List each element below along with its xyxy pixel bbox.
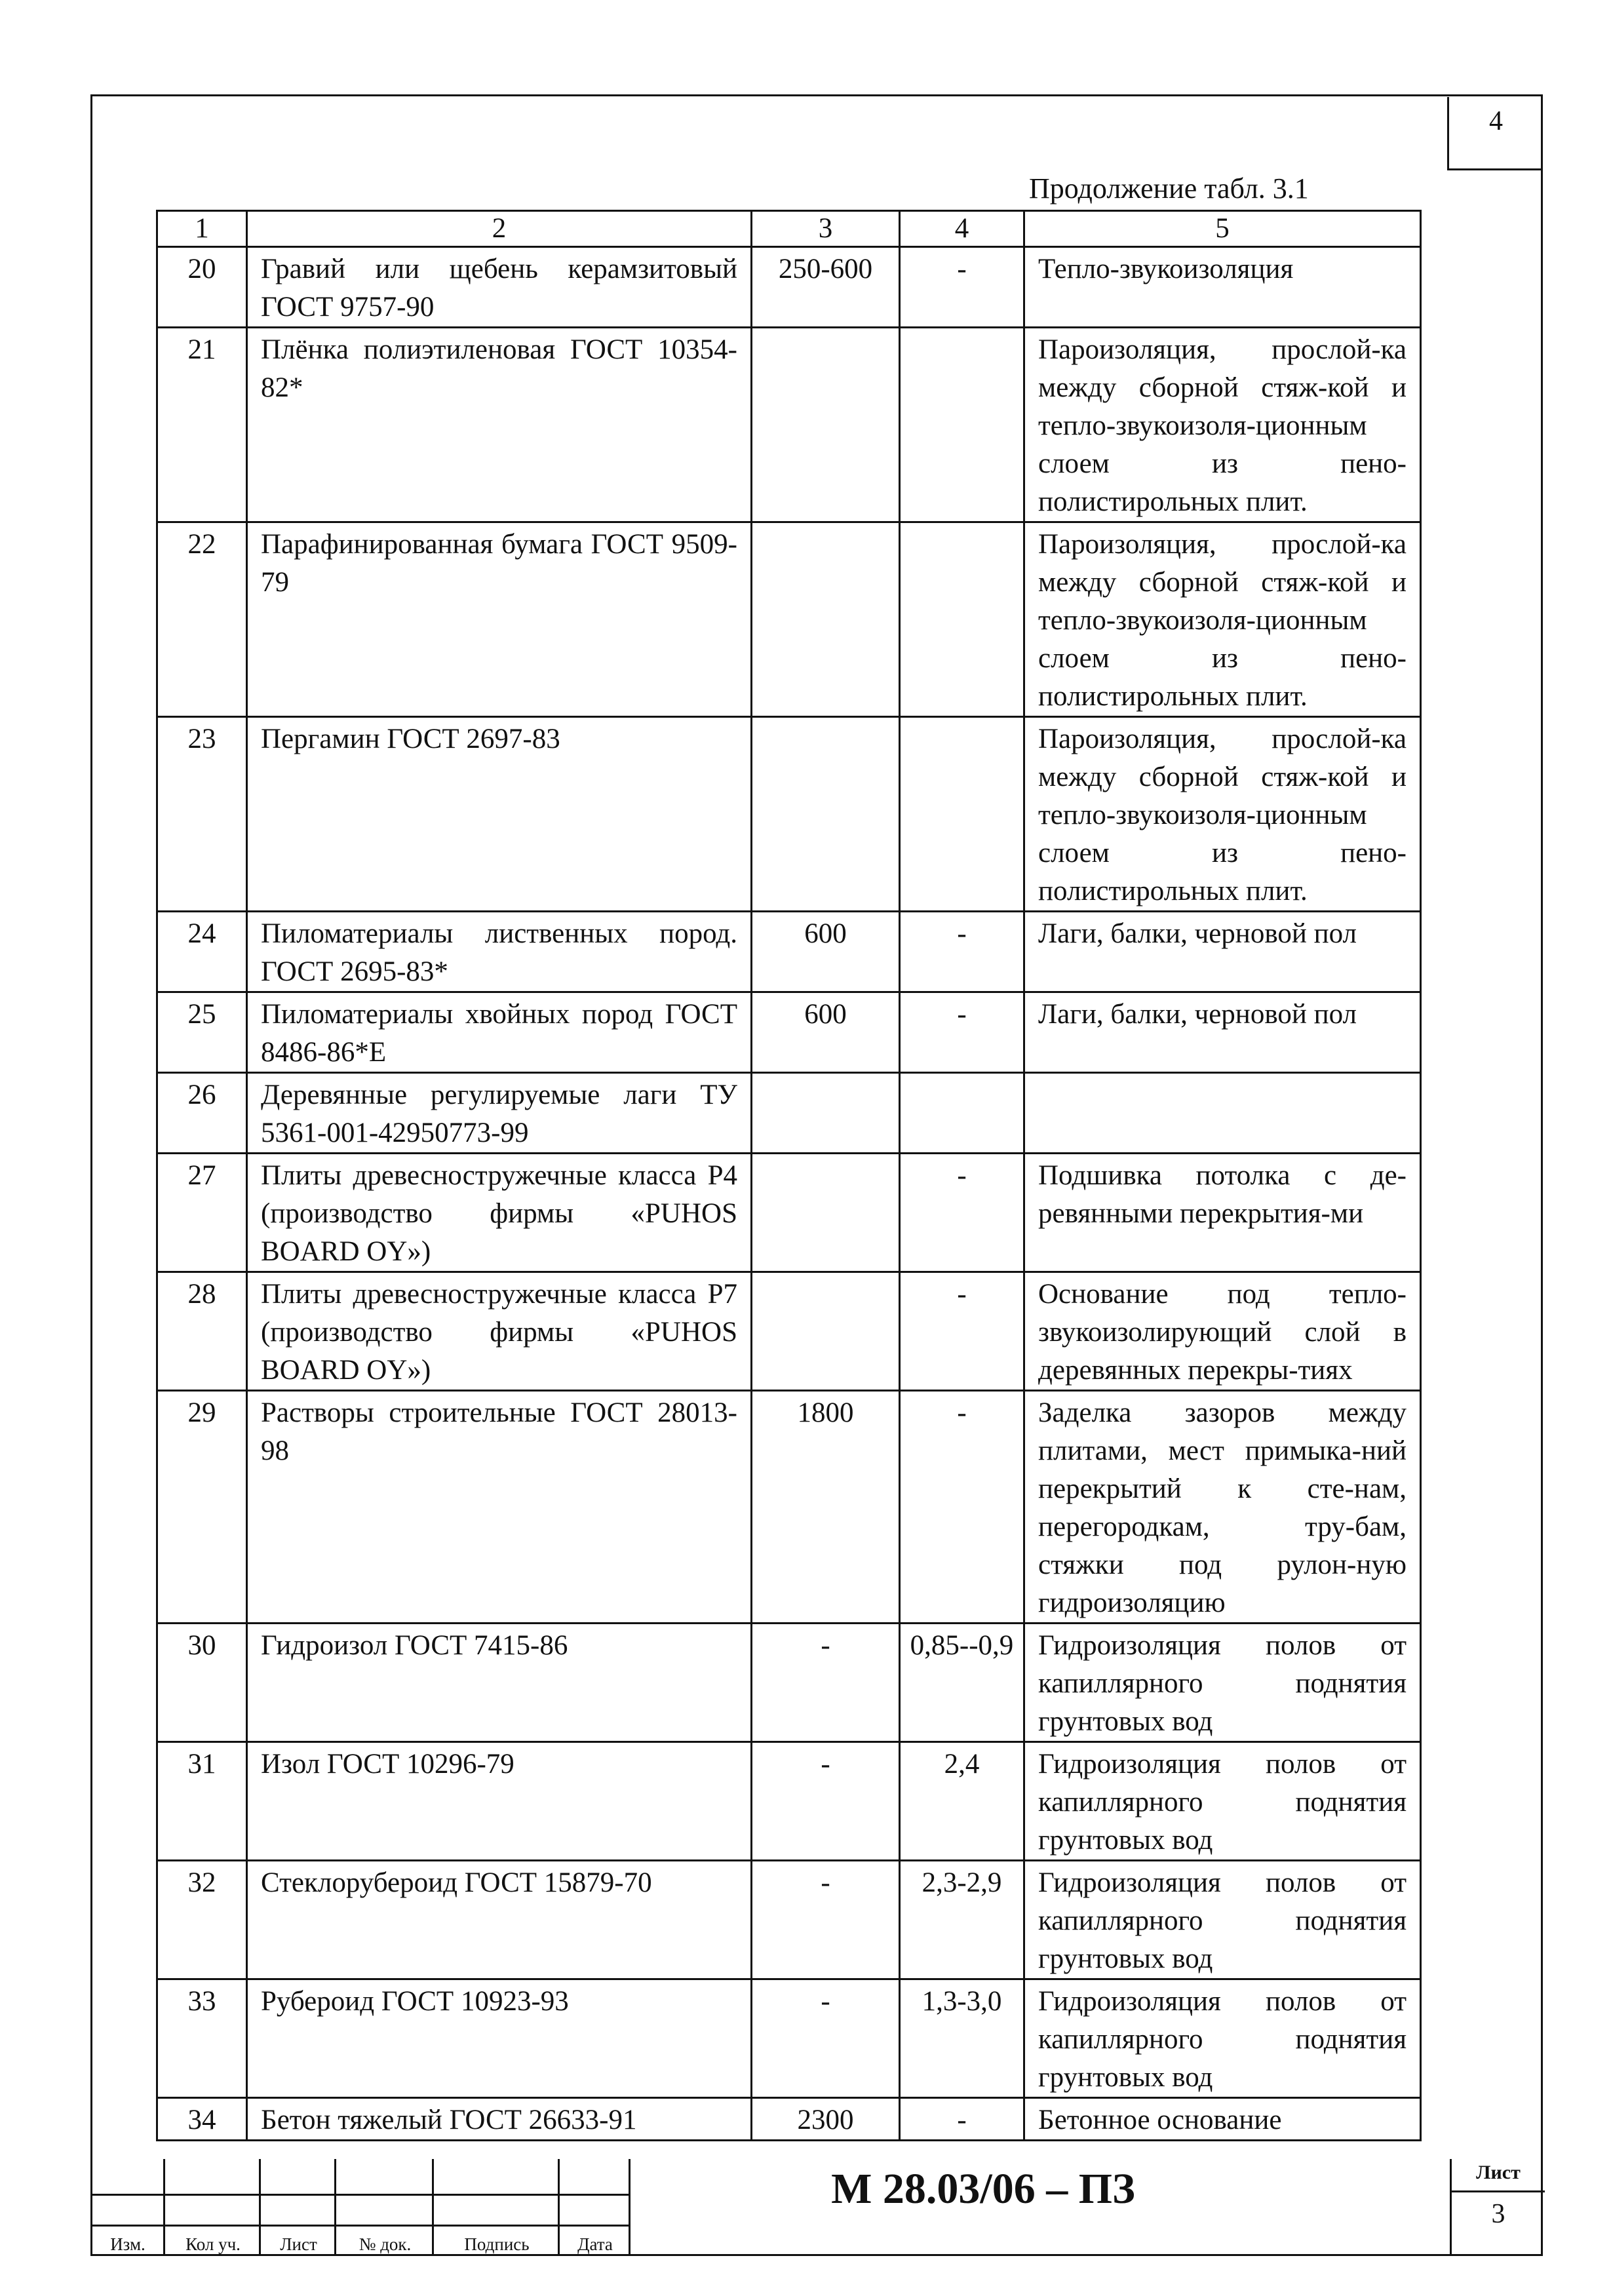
value-cell: 2,3-2,9 <box>900 1861 1024 1979</box>
material-name: Гравий или щебень керамзитовый ГОСТ 9757-90 <box>247 247 752 328</box>
purpose-cell: Лаги, балки, черновой пол <box>1024 912 1421 992</box>
table-row <box>157 1154 1421 1272</box>
table-row <box>157 522 1421 717</box>
stamp-label: Кол уч. <box>185 2234 241 2254</box>
density-cell: 250-600 <box>752 247 900 328</box>
density-cell: - <box>752 1742 900 1861</box>
purpose-cell: Тепло-звукоизоляция <box>1024 247 1421 328</box>
material-name: Пиломатериалы лиственных пород. ГОСТ 2695-83* <box>247 912 752 992</box>
value-cell <box>900 717 1024 912</box>
density-cell <box>752 1272 900 1391</box>
row-number: 21 <box>157 328 247 522</box>
row-number: 23 <box>157 717 247 912</box>
value-cell: - <box>900 992 1024 1073</box>
material-name: Плиты древесностружечные класса Р4 (производство фирмы «PUHOS BOARD OY») <box>247 1154 752 1272</box>
density-cell: - <box>752 1861 900 1979</box>
sheet-box <box>1450 2159 1543 2256</box>
column-header: 2 <box>247 211 752 247</box>
density-cell: 2300 <box>752 2098 900 2141</box>
density-cell <box>752 1073 900 1154</box>
table-row <box>157 1861 1421 1979</box>
purpose-cell: Гидроизоляция полов от капиллярного поднятия грунтовых вод <box>1024 1861 1421 1979</box>
table-row <box>157 1391 1421 1624</box>
column-header: 1 <box>157 211 247 247</box>
table-row <box>157 2098 1421 2141</box>
material-name: Парафинированная бумага ГОСТ 9509-79 <box>247 522 752 717</box>
purpose-cell: Бетонное основание <box>1024 2098 1421 2141</box>
density-cell: 600 <box>752 992 900 1073</box>
table-row <box>157 1742 1421 1861</box>
material-name: Деревянные регулируемые лаги ТУ 5361-001-42950773-99 <box>247 1073 752 1154</box>
column-header: 3 <box>752 211 900 247</box>
table-row <box>157 1624 1421 1742</box>
material-name: Гидроизол ГОСТ 7415-86 <box>247 1624 752 1742</box>
density-cell <box>752 1154 900 1272</box>
material-name: Бетон тяжелый ГОСТ 26633-91 <box>247 2098 752 2141</box>
purpose-cell: Гидроизоляция полов от капиллярного поднятия грунтовых вод <box>1024 1742 1421 1861</box>
density-cell: - <box>752 1979 900 2098</box>
density-cell <box>752 328 900 522</box>
purpose-cell: Пароизоляция, прослой-ка между сборной стяж-кой и тепло-звукоизоля-ционным слоем из пено-полистирольных плит. <box>1024 328 1421 522</box>
column-header: 4 <box>900 211 1024 247</box>
stamp-label: Дата <box>577 2234 613 2254</box>
row-number: 26 <box>157 1073 247 1154</box>
row-number: 24 <box>157 912 247 992</box>
material-name: Стеклорубероид ГОСТ 15879-70 <box>247 1861 752 1979</box>
table-row <box>157 1073 1421 1154</box>
value-cell <box>900 522 1024 717</box>
stamp-label: Изм. <box>110 2234 146 2254</box>
material-name: Растворы строительные ГОСТ 28013-98 <box>247 1391 752 1624</box>
row-number: 34 <box>157 2098 247 2141</box>
material-name: Плиты древесностружечные класса Р7 (производство фирмы «PUHOS BOARD OY») <box>247 1272 752 1391</box>
value-cell: - <box>900 2098 1024 2141</box>
sheet-label: Лист <box>1476 2162 1521 2183</box>
page-number: 4 <box>1489 106 1503 136</box>
row-number: 32 <box>157 1861 247 1979</box>
table-row <box>157 717 1421 912</box>
row-number: 25 <box>157 992 247 1073</box>
purpose-cell: Гидроизоляция полов от капиллярного поднятия грунтовых вод <box>1024 1979 1421 2098</box>
table-row <box>157 1272 1421 1391</box>
column-header: 5 <box>1024 211 1421 247</box>
row-number: 20 <box>157 247 247 328</box>
table-row <box>157 328 1421 522</box>
material-name: Пергамин ГОСТ 2697-83 <box>247 717 752 912</box>
purpose-cell: Лаги, балки, черновой пол <box>1024 992 1421 1073</box>
density-cell: 1800 <box>752 1391 900 1624</box>
value-cell <box>900 328 1024 522</box>
value-cell: 1,3-3,0 <box>900 1979 1024 2098</box>
row-number: 31 <box>157 1742 247 1861</box>
density-cell: - <box>752 1624 900 1742</box>
table-row <box>157 247 1421 328</box>
material-name: Изол ГОСТ 10296-79 <box>247 1742 752 1861</box>
value-cell: - <box>900 1391 1024 1624</box>
purpose-cell: Заделка зазоров между плитами, мест примыка-ний перекрытий к сте-нам, перегородкам, тру-бам, стяжки под рулон-ную гидроизоляцию <box>1024 1391 1421 1624</box>
value-cell: - <box>900 1272 1024 1391</box>
value-cell: - <box>900 912 1024 992</box>
purpose-cell: Подшивка потолка с де-ревянными перекрытия-ми <box>1024 1154 1421 1272</box>
purpose-cell: Гидроизоляция полов от капиллярного поднятия грунтовых вод <box>1024 1624 1421 1742</box>
row-number: 29 <box>157 1391 247 1624</box>
stamp-label: Лист <box>280 2234 317 2254</box>
table-row <box>157 912 1421 992</box>
value-cell: - <box>900 1154 1024 1272</box>
value-cell: 2,4 <box>900 1742 1024 1861</box>
density-cell: 600 <box>752 912 900 992</box>
value-cell: 0,85--0,9 <box>900 1624 1024 1742</box>
row-number: 30 <box>157 1624 247 1742</box>
document-designation: М 28.03/06 – ПЗ <box>831 2165 1135 2213</box>
row-number: 28 <box>157 1272 247 1391</box>
material-name: Пиломатериалы хвойных пород ГОСТ 8486-86*Е <box>247 992 752 1073</box>
stamp-label: Подпись <box>464 2234 530 2254</box>
purpose-cell: Пароизоляция, прослой-ка между сборной стяж-кой и тепло-звукоизоля-ционным слоем из пено-полистирольных плит. <box>1024 717 1421 912</box>
density-cell <box>752 717 900 912</box>
value-cell: - <box>900 247 1024 328</box>
table-header-row <box>157 211 1421 247</box>
row-number: 33 <box>157 1979 247 2098</box>
density-cell <box>752 522 900 717</box>
purpose-cell: Основание под тепло-звукоизолирующий слой в деревянных перекры-тиях <box>1024 1272 1421 1391</box>
row-number: 27 <box>157 1154 247 1272</box>
purpose-cell <box>1024 1073 1421 1154</box>
stamp-label: № док. <box>359 2234 412 2254</box>
purpose-cell: Пароизоляция, прослой-ка между сборной стяж-кой и тепло-звукоизоля-ционным слоем из пено-полистирольных плит. <box>1024 522 1421 717</box>
value-cell <box>900 1073 1024 1154</box>
material-name: Плёнка полиэтиленовая ГОСТ 10354-82* <box>247 328 752 522</box>
sheet-number: 3 <box>1491 2199 1505 2229</box>
page-number-box <box>1447 97 1543 170</box>
row-number: 22 <box>157 522 247 717</box>
table-row <box>157 992 1421 1073</box>
table-row <box>157 1979 1421 2098</box>
materials-table <box>156 210 1422 2141</box>
material-name: Рубероид ГОСТ 10923-93 <box>247 1979 752 2098</box>
table-caption: Продолжение табл. 3.1 <box>1029 172 1309 204</box>
